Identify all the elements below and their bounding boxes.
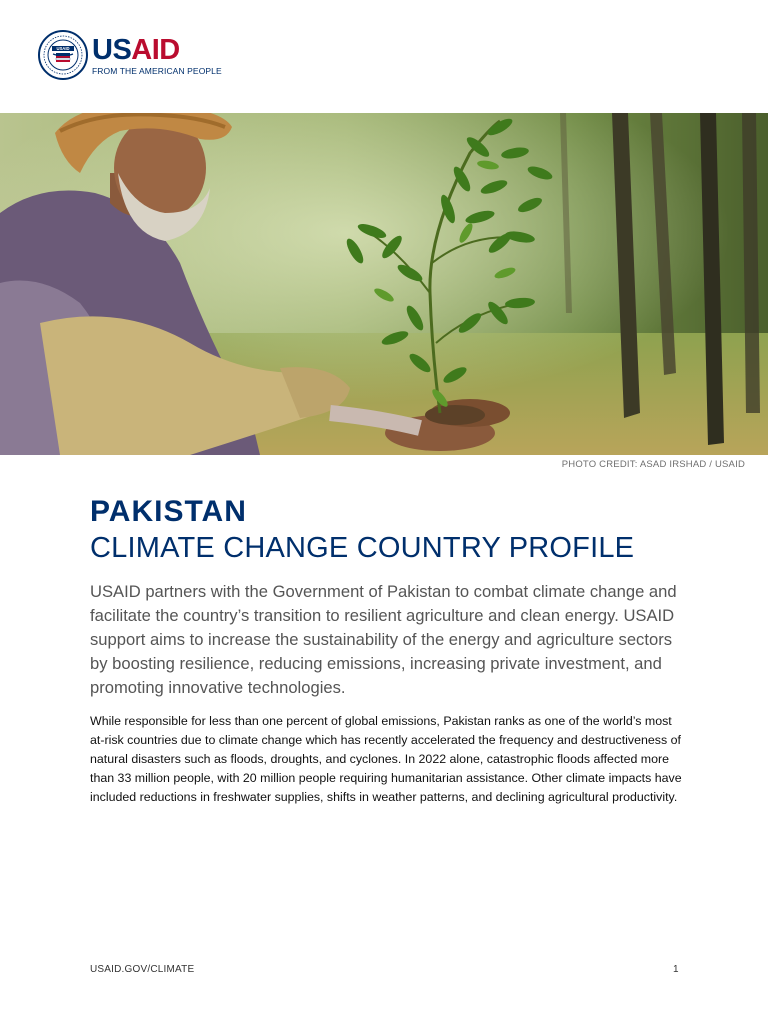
lead-paragraph: USAID partners with the Government of Pakistan to combat climate change and facilitate the country’s transition to resilient agriculture and clean energy. USAID support aims to increase the sustainability of the energy and agriculture sectors by boosting resilience, reducing emissions, increasing private investment, and promoting innovative technologies. bbox=[90, 582, 677, 697]
logo-tagline: FROM THE AMERICAN PEOPLE bbox=[92, 65, 222, 76]
usaid-logo bbox=[38, 30, 222, 80]
farmer-holding-sapling-photo-icon bbox=[0, 113, 768, 455]
seal-text: USAID bbox=[56, 46, 70, 52]
photo-credit: PHOTO CREDIT: ASAD IRSHAD / USAID bbox=[561, 459, 745, 470]
hero-photo bbox=[0, 113, 768, 455]
body-paragraph: While responsible for less than one percent of global emissions, Pakistan ranks as one of the world’s most at-risk countries due to climate change which has recently accelerated the frequency and destructiveness of natural disasters such as floods, droughts, and cyclones. In 2022 alone, catastrophic floods affected more than 33 million people, with 20 million people requiring humanitarian assistance. Other climate impacts have included reductions in freshwater supplies, shifts in weather patterns, and declining agricultural productivity. bbox=[90, 714, 682, 804]
page-subtitle: CLIMATE CHANGE COUNTRY PROFILE bbox=[90, 532, 635, 564]
usaid-seal-icon bbox=[38, 30, 88, 80]
usaid-wordmark: USAID bbox=[92, 33, 180, 66]
footer-url-link[interactable]: USAID.GOV/CLIMATE bbox=[90, 964, 195, 975]
page-number: 1 bbox=[673, 964, 679, 975]
page-title: PAKISTAN bbox=[90, 495, 247, 528]
